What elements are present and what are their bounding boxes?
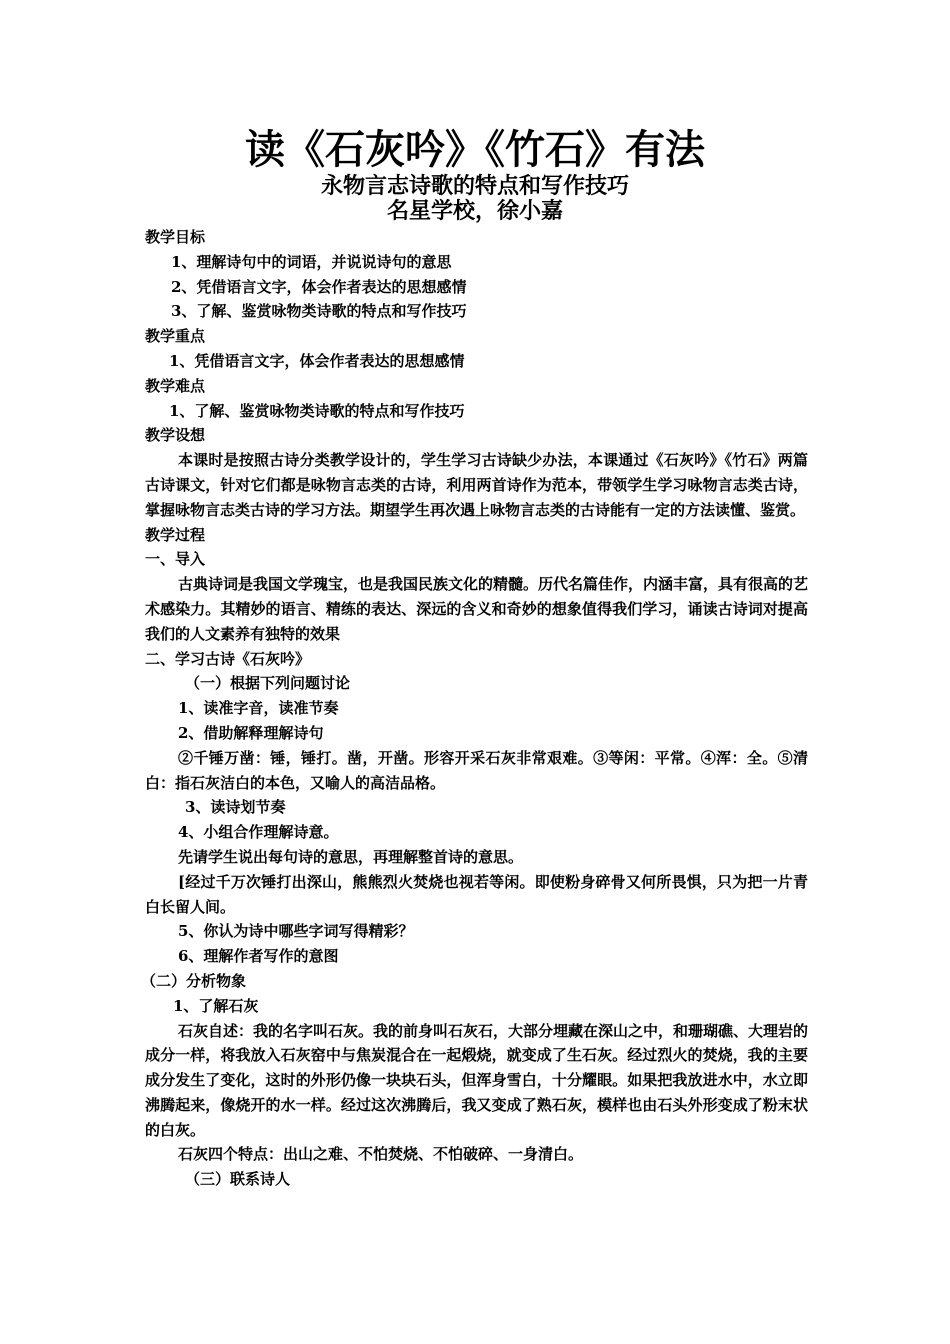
design-paragraph: 本课时是按照古诗分类教学设计的，学生学习古诗缺少办法，本课通过《石灰吟》《竹石》两篇古诗课文，针对它们都是咏物言志类的古诗，利用两首诗作为范本，带领学生学习咏物言志类古诗，掌握咏物言志类古诗的学习方法。期望学生再次遇上咏物言志类的古诗能有一定的方法读懂、鉴赏。	[145, 451, 808, 519]
document-author: 名星学校，徐小嘉	[386, 198, 563, 224]
analysis-item: 1、了解石灰	[173, 996, 259, 1015]
discussion-item: 2、借助解释理解诗句	[178, 723, 324, 742]
key-point-item: 1、凭借语言文字，体会作者表达的思想感情	[169, 351, 465, 370]
discussion-item: 6、理解作者写作的意图	[178, 947, 339, 966]
intro-paragraph: 古典诗词是我国文学瑰宝，也是我国民族文化的精髓。历代名篇佳作，内涵丰富，具有很高的艺术感染力。其精妙的语言、精练的表达、深远的含义和奇妙的想象值得我们学习，诵读古诗词对提高我们的人文素养有独特的效果	[145, 575, 809, 643]
document-body	[141, 225, 809, 1192]
objective-item: 1、理解诗句中的词语，并说说诗句的意思	[171, 252, 452, 271]
subsection-heading-poet: （三）联系诗人	[185, 1170, 291, 1189]
section-heading-design: 教学设想	[145, 426, 206, 445]
objective-item: 3、了解、鉴赏咏物类诗歌的特点和写作技巧	[171, 302, 467, 321]
subsection-heading-poem: 二、学习古诗《石灰吟》	[145, 649, 311, 668]
annotation-paragraph: ②千锤万凿：锤，锤打。凿，开凿。形容开采石灰非常艰难。③等闲：平常。④浑：全。⑤清白：指石灰洁白的本色，又喻人的高洁品格。	[145, 748, 808, 792]
section-heading-objectives: 教学目标	[145, 228, 206, 246]
section-heading-key-points: 教学重点	[145, 327, 206, 346]
objective-item: 2、凭借语言文字，体会作者表达的思想感情	[171, 277, 467, 296]
poem-translation: [经过千万次锤打出深山，熊熊烈火焚烧也视若等闲。即使粉身碎骨又何所畏惧，只为把一片青白长留人间。	[145, 872, 808, 916]
lime-features: 石灰四个特点：出山之难、不怕焚烧、不怕破碎、一身清白。	[178, 1145, 584, 1164]
discussion-item: 3、读诗划节奏	[185, 798, 286, 817]
difficulty-item: 1、了解、鉴赏咏物类诗歌的特点和写作技巧	[169, 401, 465, 420]
discussion-item: 5、你认为诗中哪些字词写得精彩？	[178, 922, 414, 941]
discussion-heading: （一）根据下列问题讨论	[185, 674, 351, 693]
discussion-item: 1、读准字音，读准节奏	[178, 699, 339, 718]
section-heading-difficulties: 教学难点	[145, 376, 206, 395]
instruction-line: 先请学生说出每句诗的意思，再理解整首诗的意思。	[178, 847, 524, 866]
discussion-item: 4、小组合作理解诗意。	[178, 823, 339, 842]
subsection-heading-intro: 一、导入	[145, 550, 206, 569]
section-heading-process: 教学过程	[145, 525, 206, 544]
document-subtitle: 永物言志诗歌的特点和写作技巧	[320, 173, 629, 199]
subsection-heading-analysis: （二）分析物象	[141, 971, 247, 990]
lime-self-description: 石灰自述：我的名字叫石灰。我的前身叫石灰石，大部分埋藏在深山之中，和珊瑚礁、大理岩的成分一样，将我放入石灰窑中与焦炭混合在一起煅烧，就变成了生石灰。经过烈火的焚烧，我的主要成分发生了变化，这时的外形仍像一块块石头，但浑身雪白，十分耀眼。如果把我放进水中，水立即沸腾起来，像烧开的水一样。经过这次沸腾后，我又变成了熟石灰，模样也由石头外形变成了粉末状的白灰。	[145, 1021, 809, 1139]
document-title: 读《石灰吟》《竹石》有法	[245, 126, 705, 173]
